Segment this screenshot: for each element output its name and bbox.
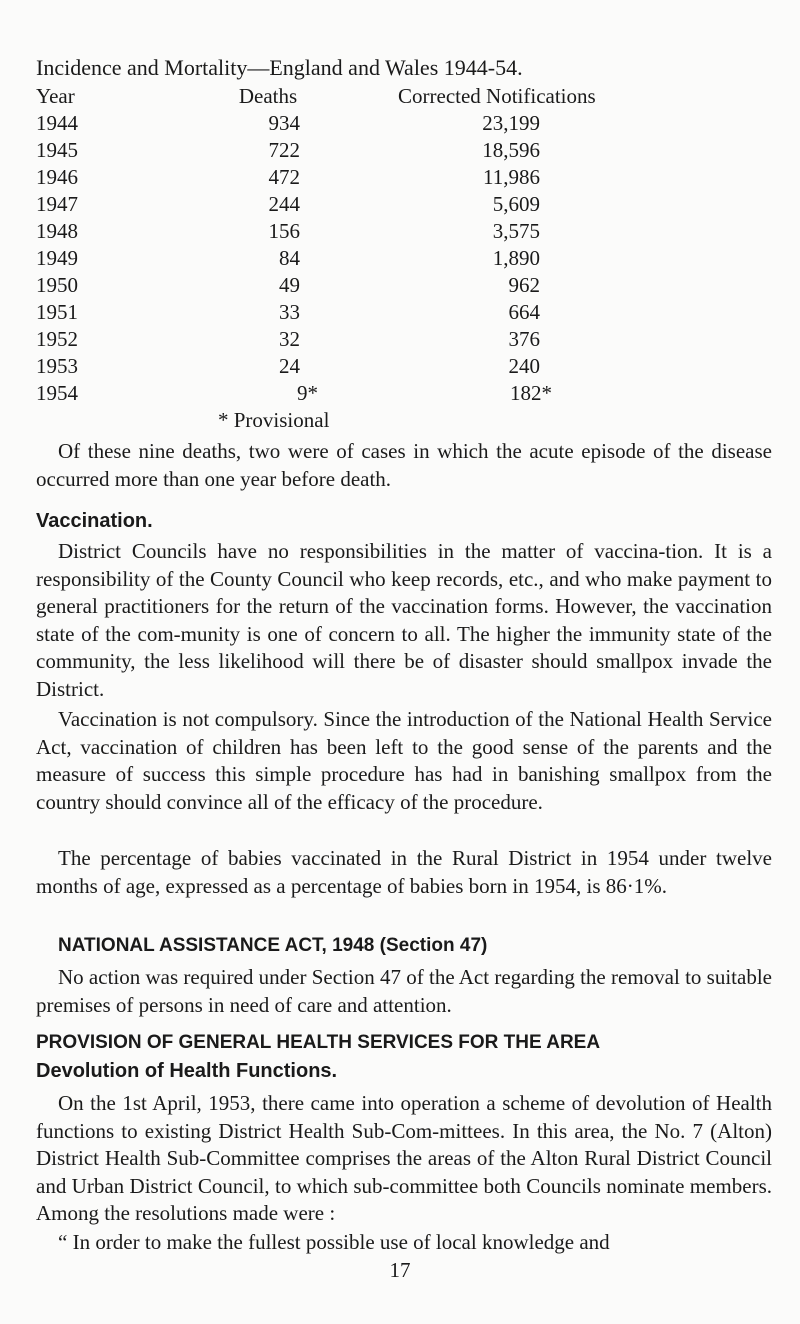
table-title: Incidence and Mortality—England and Wales 1944-54. xyxy=(36,55,523,80)
section-heading-vaccination: Vaccination. xyxy=(36,510,153,532)
cell-deaths: 244 xyxy=(268,192,300,216)
paragraph-resolution-quote: “ In order to make the fullest possible use of local knowledge and xyxy=(58,1230,610,1254)
cell-notifications: 240 xyxy=(508,354,540,378)
cell-notifications: 376 xyxy=(508,327,540,351)
cell-deaths: 24 xyxy=(279,354,300,378)
cell-year: 1947 xyxy=(36,192,78,216)
cell-deaths: 9* xyxy=(297,381,318,405)
paragraph-vaccination-2: Vaccination is not compulsory. Since the introduction of the National Health Service Act, vaccination of children has been left to the good sense of the parents and the measure of success this simple procedure has had in banishing smallpox from the country should convince all of the efficacy of the procedure. xyxy=(36,707,772,814)
table-footnote: * Provisional xyxy=(218,408,330,432)
cell-notifications: 11,986 xyxy=(483,165,540,189)
cell-deaths: 156 xyxy=(268,219,300,243)
cell-notifications: 18,596 xyxy=(482,138,540,162)
cell-year: 1951 xyxy=(36,300,78,324)
cell-year: 1952 xyxy=(36,327,78,351)
cell-notifications: 664 xyxy=(508,300,540,324)
paragraph-deaths-note: Of these nine deaths, two were of cases in which the acute episode of the disease occurred more than one year before death. xyxy=(36,439,772,491)
cell-deaths: 84 xyxy=(279,246,300,270)
subheading-devolution: Devolution of Health Functions. xyxy=(36,1060,338,1082)
cell-deaths: 49 xyxy=(279,273,300,297)
paragraph-vaccination-3: The percentage of babies vaccinated in the Rural District in 1954 under twelve months of age, expressed as a percentage of babies born in 1954, is 86·1%. xyxy=(36,846,772,898)
cell-year: 1945 xyxy=(36,138,78,162)
section-heading-national-assistance: NATIONAL ASSISTANCE ACT, 1948 (Section 47) xyxy=(58,935,488,956)
cell-notifications: 5,609 xyxy=(492,192,540,216)
header-year: Year xyxy=(36,84,75,108)
header-notifications: Corrected Notifications xyxy=(398,84,596,108)
cell-deaths: 934 xyxy=(268,111,300,135)
cell-year: 1944 xyxy=(36,111,78,135)
cell-year: 1949 xyxy=(36,246,78,270)
cell-year: 1953 xyxy=(36,354,78,378)
paragraph-national-assistance: No action was required under Section 47 of the Act regarding the removal to suitable premises of persons in need of care and attention. xyxy=(36,965,772,1017)
cell-notifications: 962 xyxy=(508,273,540,297)
cell-year: 1948 xyxy=(36,219,78,243)
paragraph-devolution: On the 1st April, 1953, there came into operation a scheme of devolution of Health functions to existing District Health Sub-Com-mittees. In this area, the No. 7 (Alton) District Health Sub-Committee comprises the areas of the Alton Rural District Council and Urban District Council, to which sub-committee both Councils nominate members. Among the resolutions made were : xyxy=(36,1091,772,1225)
cell-year: 1950 xyxy=(36,273,78,297)
cell-notifications: 23,199 xyxy=(482,111,540,135)
cell-notifications: 182* xyxy=(510,381,552,405)
cell-notifications: 3,575 xyxy=(492,219,540,243)
section-heading-general-health: PROVISION OF GENERAL HEALTH SERVICES FOR THE AREA xyxy=(36,1032,601,1053)
paragraph-vaccination-1: District Councils have no responsibilities in the matter of vaccina-tion. It is a responsibility of the County Council who keep records, etc., and who make payment to general practitioners for the return of the vaccination forms. However, the vaccination state of the com-munity is one of concern to all. The higher the immunity state of the community, the less likelihood will there be of disaster should smallpox invade the District. xyxy=(36,539,772,701)
page-number: 17 xyxy=(389,1258,411,1282)
cell-deaths: 472 xyxy=(268,165,300,189)
cell-deaths: 722 xyxy=(268,138,300,162)
cell-notifications: 1,890 xyxy=(492,246,540,270)
cell-deaths: 33 xyxy=(279,300,300,324)
header-deaths: Deaths xyxy=(238,84,298,108)
cell-deaths: 32 xyxy=(279,327,300,351)
cell-year: 1946 xyxy=(36,165,78,189)
cell-year: 1954 xyxy=(36,381,78,405)
